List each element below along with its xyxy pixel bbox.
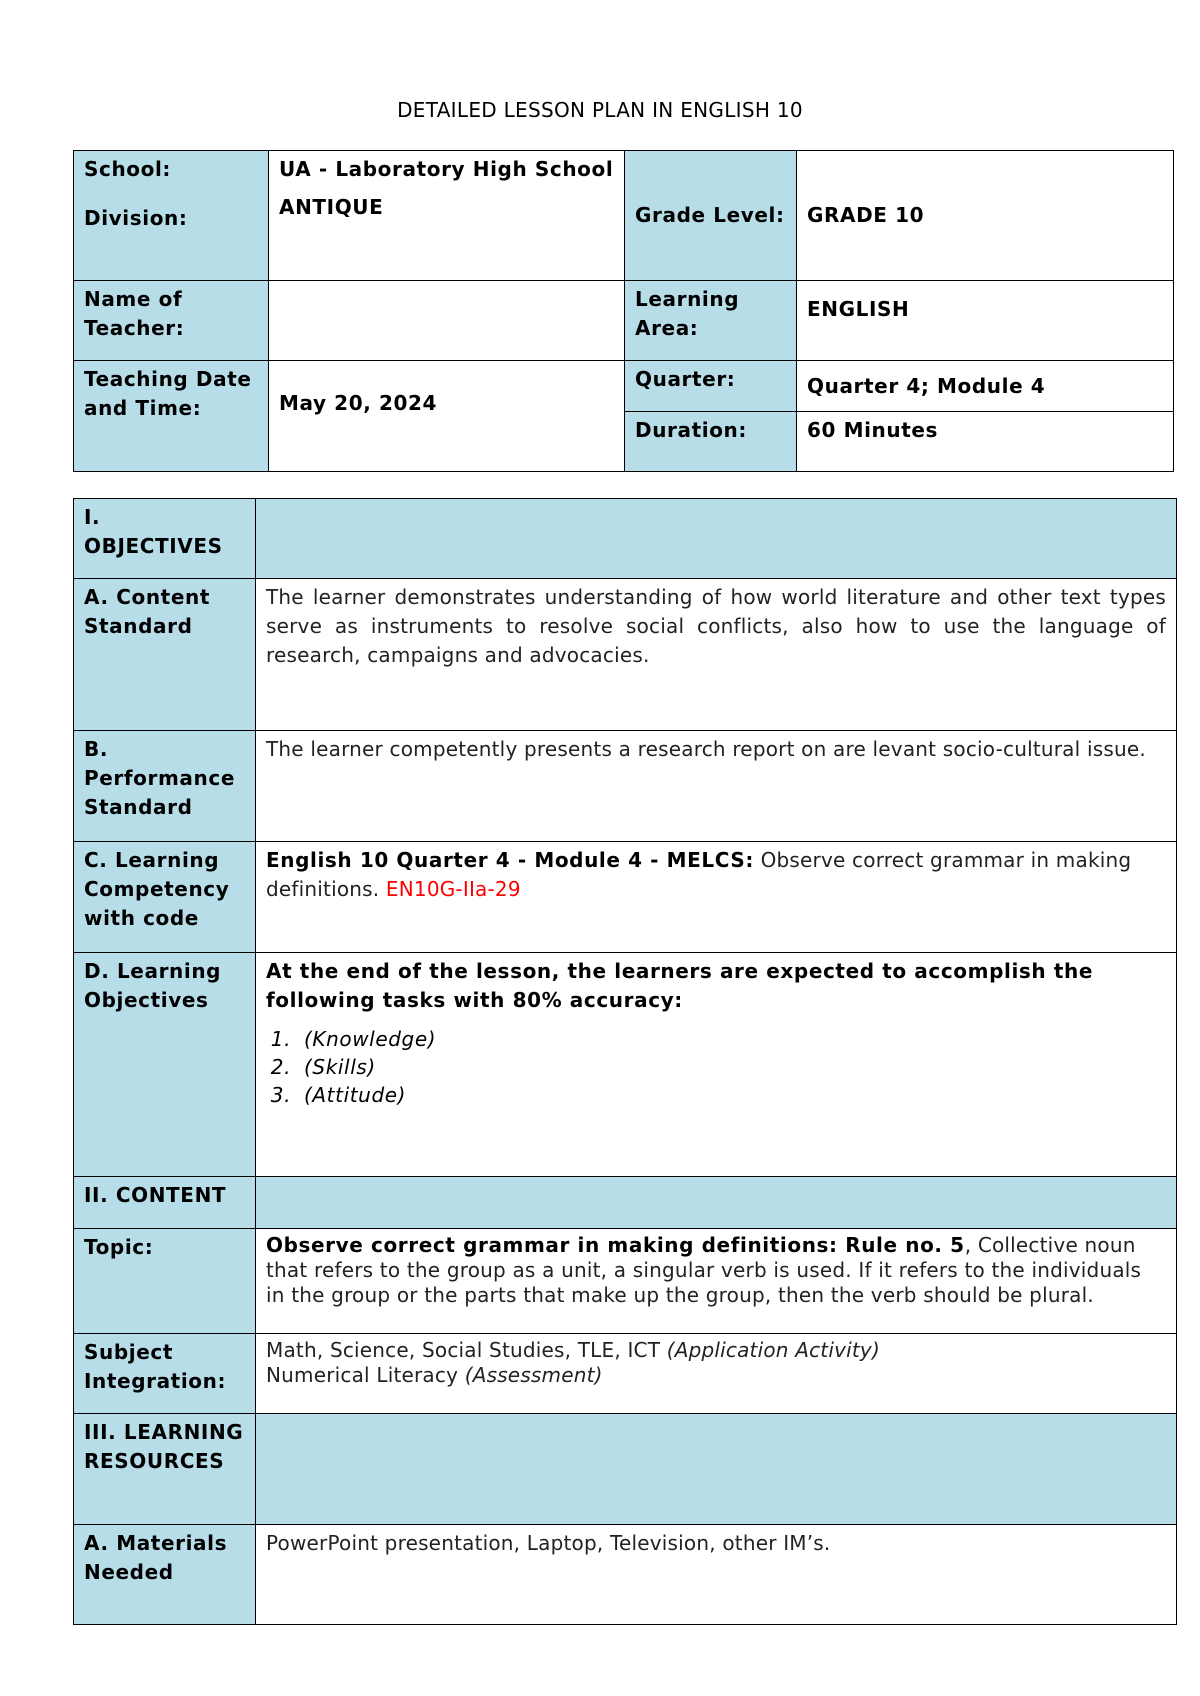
- integration-activity: (Application Activity): [666, 1338, 880, 1362]
- content-standard-label: A. Content Standard: [74, 579, 256, 731]
- objective-knowledge: 1. (Knowledge): [298, 1025, 1166, 1053]
- integration-line-1: [266, 1338, 1166, 1363]
- learning-objectives-label: D. Learning Objectives: [74, 953, 256, 1177]
- topic-text: [256, 1229, 1177, 1334]
- integration-line-2: [266, 1363, 1166, 1388]
- subject-integration-text: [256, 1334, 1177, 1414]
- content-header-fill: [256, 1177, 1177, 1229]
- teacher-label: Name of Teacher:: [74, 281, 269, 361]
- integration-subjects: Math, Science, Social Studies, TLE, ICT: [266, 1338, 667, 1362]
- school-label: School:: [84, 157, 172, 181]
- integration-literacy: Numerical Literacy: [266, 1363, 465, 1387]
- quarter-value: Quarter 4; Module 4: [797, 361, 1174, 412]
- objectives-header-fill: [256, 499, 1177, 579]
- duration-value: 60 Minutes: [797, 412, 1174, 472]
- learning-objectives-cell: [256, 953, 1177, 1177]
- content-standard-text: The learner demonstrates understanding of how world literature and other text types serve as instruments to resolve social conflicts, also how to use the language of research, campaigns and advocacies.: [256, 579, 1177, 731]
- learning-resources-header-fill: [256, 1414, 1177, 1525]
- competency-description: Observe correct grammar in making definitions.: [266, 848, 1132, 901]
- quarter-label: Quarter:: [625, 361, 797, 412]
- performance-standard-label: B. Performance Standard: [74, 731, 256, 842]
- integration-assessment: (Assessment): [464, 1363, 603, 1387]
- topic-label: Topic:: [74, 1229, 256, 1334]
- lesson-plan-table: [73, 498, 1177, 1625]
- header-info-table: [73, 150, 1174, 472]
- subject-integration-label: Subject Integration:: [74, 1334, 256, 1414]
- objectives-intro: At the end of the lesson, the learners are expected to accomplish the following tasks with 80% accuracy:: [266, 959, 1093, 1012]
- division-label: Division:: [84, 206, 188, 230]
- materials-needed-text: PowerPoint presentation, Laptop, Television, other IM’s.: [256, 1525, 1177, 1625]
- competency-heading: English 10 Quarter 4 - Module 4 - MELCS:: [266, 848, 755, 872]
- teaching-date-value: May 20, 2024: [269, 361, 625, 472]
- competency-code: EN10G-IIa-29: [385, 877, 521, 901]
- grade-level-value: GRADE 10: [797, 151, 1174, 281]
- document-title: DETAILED LESSON PLAN IN ENGLISH 10: [397, 98, 803, 122]
- division-value: ANTIQUE: [279, 195, 384, 219]
- objective-attitude: 3. (Attitude): [298, 1081, 1166, 1109]
- teacher-value: [269, 281, 625, 361]
- content-header: II. CONTENT: [74, 1177, 256, 1229]
- objectives-list: [266, 1025, 1166, 1109]
- grade-level-label: Grade Level:: [625, 151, 797, 281]
- learning-competency-label: C. Learning Competency with code: [74, 842, 256, 953]
- materials-needed-label: A. Materials Needed: [74, 1525, 256, 1625]
- school-value: UA - Laboratory High School: [279, 157, 614, 181]
- learning-area-label: Learning Area:: [625, 281, 797, 361]
- objectives-header: I. OBJECTIVES: [74, 499, 256, 579]
- topic-heading: Observe correct grammar in making definitions: Rule no. 5: [266, 1233, 965, 1257]
- learning-resources-header: III. LEARNING RESOURCES: [74, 1414, 256, 1525]
- school-division-value-cell: [269, 151, 625, 281]
- duration-label: Duration:: [625, 412, 797, 472]
- topic-description: , Collective noun that refers to the group as a unit, a singular verb is used. If it refers to the individuals in the group or the parts that make up the group, then the verb should be plural.: [266, 1233, 1142, 1307]
- learning-area-value: ENGLISH: [797, 281, 1174, 361]
- objective-skills: 2. (Skills): [298, 1053, 1166, 1081]
- teaching-date-label: Teaching Date and Time:: [74, 361, 269, 472]
- school-division-label-cell: [74, 151, 269, 281]
- learning-competency-text: [256, 842, 1177, 953]
- performance-standard-text: The learner competently presents a research report on are levant socio-cultural issue.: [256, 731, 1177, 842]
